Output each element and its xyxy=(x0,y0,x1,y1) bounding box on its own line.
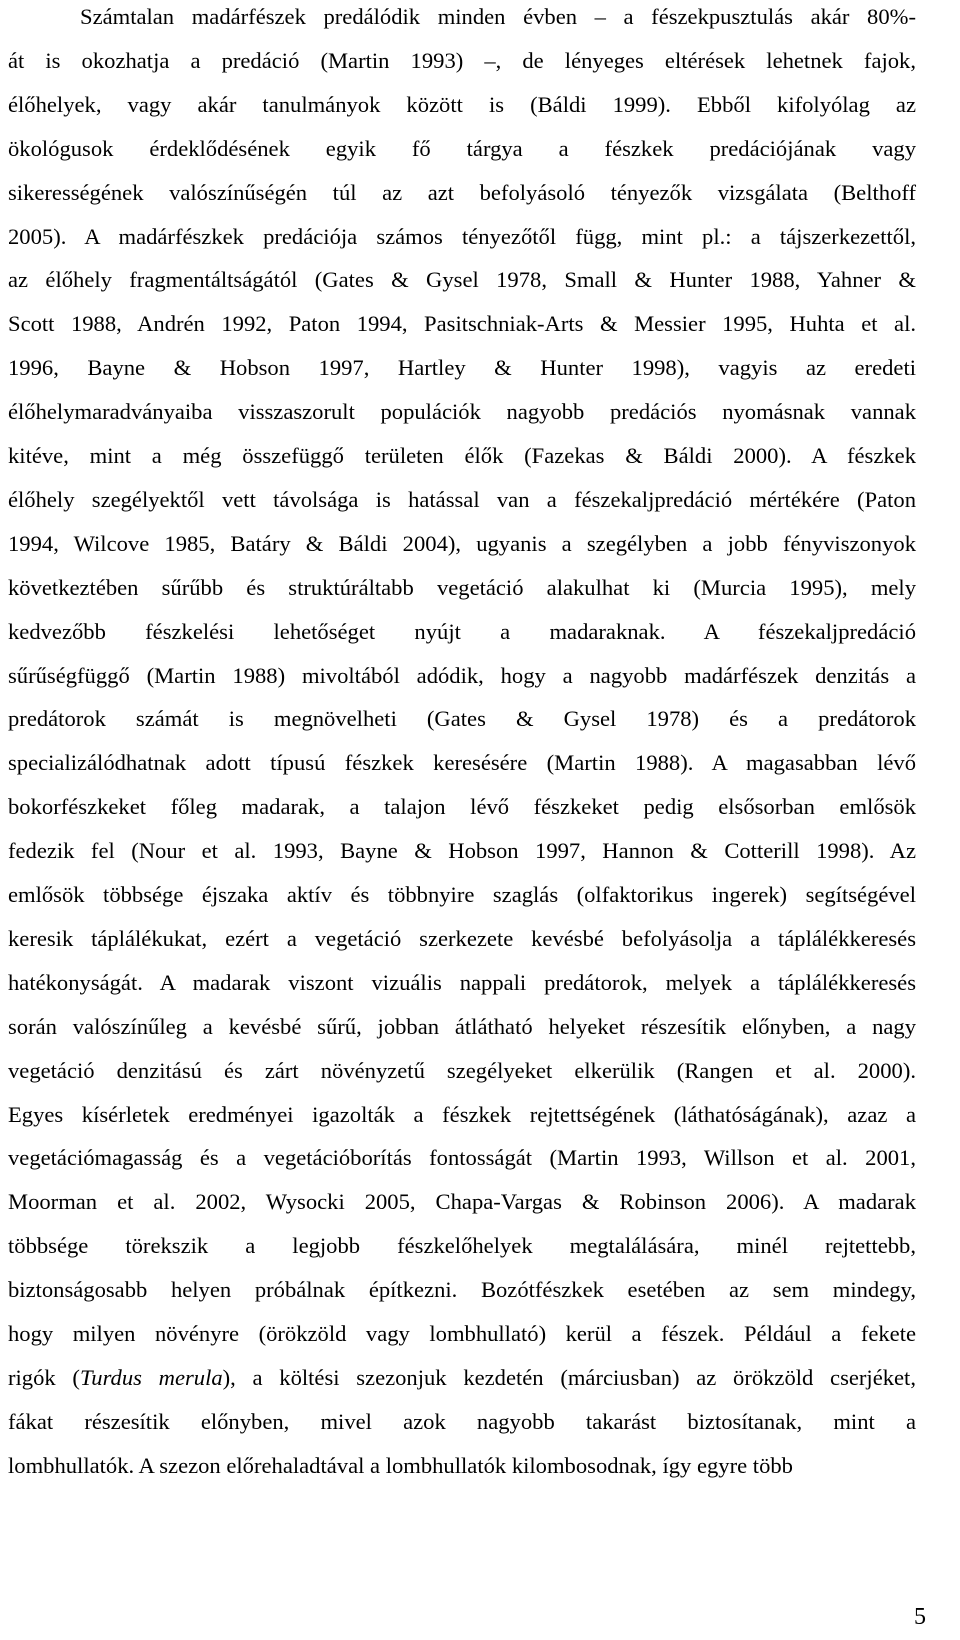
text-line: sűrűségfüggő (Martin 1988) mivoltából adódik, hogy a nagyobb madárfészek denzitás a xyxy=(8,662,916,688)
text-line: hogy milyen növényre (örökzöld vagy lombhullató) kerül a fészek. Például a fekete xyxy=(8,1321,916,1346)
text-line: következtében sűrűbb és struktúráltabb vegetáció alakulhat ki (Murcia 1995), mely xyxy=(8,574,916,600)
text-line: hatékonyságát. A madarak viszont vizuális nappali predátorok, melyek a táplálékkeresés xyxy=(8,969,916,995)
text-line: Moorman et al. 2002, Wysocki 2005, Chapa-Vargas & Robinson 2006). A madarak xyxy=(8,1189,916,1215)
text-line: Scott 1988, Andrén 1992, Paton 1994, Pasitschniak-Arts & Messier 1995, Huhta et al. xyxy=(8,311,916,337)
text-line: sikerességének valószínűségén túl az azt befolyásoló tényezők vizsgálata (Belthoff xyxy=(8,179,916,205)
text-line: 1996, Bayne & Hobson 1997, Hartley & Hunter 1998), vagyis az eredeti xyxy=(8,355,916,381)
text-line: az élőhely fragmentáltságától (Gates & Gysel 1978, Small & Hunter 1988, Yahner & xyxy=(8,267,916,293)
text-line: bokorfészkeket főleg madarak, a talajon lévő fészkeket pedig elsősorban emlősök xyxy=(8,794,916,820)
text-line: rigók (Turdus merula), a költési szezonjuk kezdetén (márciusban) az örökzöld cserjéket, xyxy=(8,1364,916,1390)
text-line: biztonságosabb helyen próbálnak építkezni. Bozótfészkek esetében az sem mindegy, xyxy=(8,1277,916,1303)
text-line: kitéve, mint a még összefüggő területen élők (Fazekas & Báldi 2000). A fészkek xyxy=(8,443,916,468)
text-line: élőhelyek, vagy akár tanulmányok között is (Báldi 1999). Ebből kifolyólag az xyxy=(8,91,916,117)
text-line: kedvezőbb fészkelési lehetőséget nyújt a madaraknak. A fészekaljpredáció xyxy=(8,618,916,644)
text-line: vegetációmagasság és a vegetációborítás fontosságát (Martin 1993, Willson et al. 2001, xyxy=(8,1145,916,1171)
text-line: Egyes kísérletek eredményei igazolták a fészkek rejtettségének (láthatóságának), azaz a xyxy=(8,1101,916,1127)
text-line: élőhelymaradványaiba visszaszorult populációk nagyobb predációs nyomásnak vannak xyxy=(8,399,916,425)
text-line: fákat részesítik előnyben, mivel azok nagyobb takarást biztosítanak, mint a xyxy=(8,1408,916,1434)
page-number: 5 xyxy=(914,1604,926,1630)
text-line: át is okozhatja a predáció (Martin 1993) –, de lényeges eltérések lehetnek fajok, xyxy=(8,47,916,73)
text-line: többsége törekszik a legjobb fészkelőhelyek megtalálására, minél rejtettebb, xyxy=(8,1233,916,1259)
text-line: specializálódhatnak adott típusú fészkek keresésére (Martin 1988). A magasabban lévő xyxy=(8,750,916,776)
text-line: Számtalan madárfészek predálódik minden évben – a fészekpusztulás akár 80%- xyxy=(80,4,916,29)
text-line: élőhely szegélyektől vett távolsága is hatással van a fészekaljpredáció mértékére (Paton xyxy=(8,486,916,512)
text-line: fedezik fel (Nour et al. 1993, Bayne & Hobson 1997, Hannon & Cotterill 1998). Az xyxy=(8,838,916,864)
text-line: lombhullatók. A szezon előrehaladtával a lombhullatók kilombosodnak, így egyre több xyxy=(8,1452,793,1478)
text-line: predátorok számát is megnövelheti (Gates & Gysel 1978) és a predátorok xyxy=(8,706,916,732)
text-line: ökológusok érdeklődésének egyik fő tárgya a fészkek predációjának vagy xyxy=(8,135,916,161)
text-line: emlősök többsége éjszaka aktív és többnyire szaglás (olfaktorikus ingerek) segítségével xyxy=(8,882,916,907)
text-line: 1994, Wilcove 1985, Batáry & Báldi 2004), ugyanis a szegélyben a jobb fényviszonyok xyxy=(8,530,916,556)
text-line: során valószínűleg a kevésbé sűrű, jobban átlátható helyeket részesítik előnyben, a nagy xyxy=(8,1013,916,1039)
text-line: keresik táplálékukat, ezért a vegetáció szerkezete kevésbé befolyásolja a táplálékkeresés xyxy=(8,925,916,951)
text-line: 2005). A madárfészkek predációja számos tényezőtől függ, mint pl.: a tájszerkezettől, xyxy=(8,223,916,249)
text-line: vegetáció denzitású és zárt növényzetű szegélyeket elkerülik (Rangen et al. 2000). xyxy=(8,1057,916,1083)
species-name: Turdus merula xyxy=(79,1364,223,1390)
